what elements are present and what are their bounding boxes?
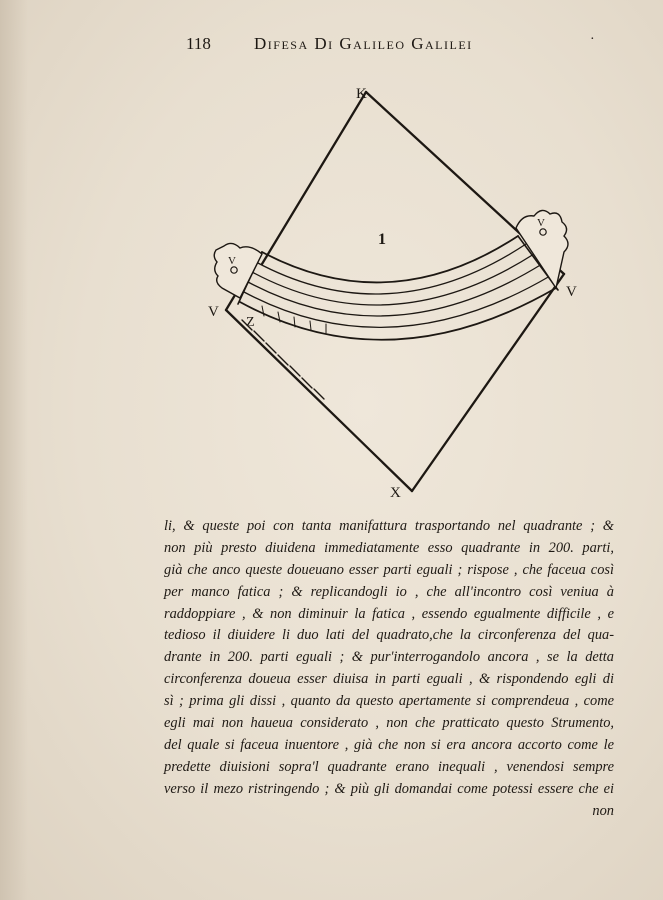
edge-top-left <box>262 92 366 264</box>
text-line: egli mai non haueua considerato , non che pratticato questo Strumento, <box>164 715 614 732</box>
corner-mark: · <box>590 32 597 47</box>
text-line: tedioso il diuidere li duo lati del quadrato,che la circonferenza del qua- <box>164 627 614 644</box>
text-line: non più presto diuidena immediatamente esso quadrante in 200. parti, <box>164 539 614 556</box>
quadrant-diagram <box>200 84 580 504</box>
text-line: drante in 200. parti eguali ; & pur'interrogandolo ancora , se la detta <box>164 649 614 666</box>
body-text <box>164 516 614 822</box>
text-line: per manco fatica ; & replicandogli io , che all'incontro così veniua à <box>164 583 614 600</box>
text-line: circonferenza doueua esser diuisa in parti eguali , & rispondendo egli di <box>164 671 614 688</box>
label-right: V <box>566 284 577 300</box>
page-gutter-shadow <box>0 0 28 900</box>
page-number: 118 <box>186 34 211 53</box>
running-title: Difesa Di Galileo Galilei <box>254 34 473 53</box>
label-center: 1 <box>378 231 386 248</box>
arc-1 <box>262 236 518 282</box>
label-top: K <box>356 86 367 102</box>
text-line: sì ; prima gli dissi , quanto da questo apertamente si comprendeua , come <box>164 693 614 710</box>
label-cap-left: V <box>228 255 236 267</box>
label-left: V <box>208 304 219 320</box>
running-header <box>186 34 606 56</box>
arc-5 <box>244 276 550 327</box>
text-line: predette diuisioni sopra'l quadrante erano inequali , venendosi sempre <box>164 758 614 775</box>
arc-2 <box>256 244 526 294</box>
edge-bottom-left <box>226 310 412 491</box>
label-bottom: X <box>390 485 401 501</box>
label-cap-right: V <box>537 217 545 229</box>
geometric-figure <box>200 84 580 504</box>
text-line: li, & queste poi con tanta manifattura trasportando nel quadrante ; & <box>164 518 614 534</box>
scale-ticks <box>242 320 324 399</box>
text-line: verso il mezo ristringendo ; & più gli domandai come potessi essere che ei <box>164 780 614 797</box>
text-line: già che anco queste doueuano esser parti eguali ; rispose , che faceua così <box>164 561 614 578</box>
text-line: raddoppiare , & non diminuir la fatica , essendo egualmente difficile , e <box>164 605 614 622</box>
arc-6 <box>240 288 556 340</box>
sight-cap-left <box>214 243 262 298</box>
label-lower: Z <box>246 315 255 330</box>
text-line: del quale si faceua inuentore , già che non si era ancora accorto come le <box>164 736 614 753</box>
catchword: non <box>592 802 614 819</box>
